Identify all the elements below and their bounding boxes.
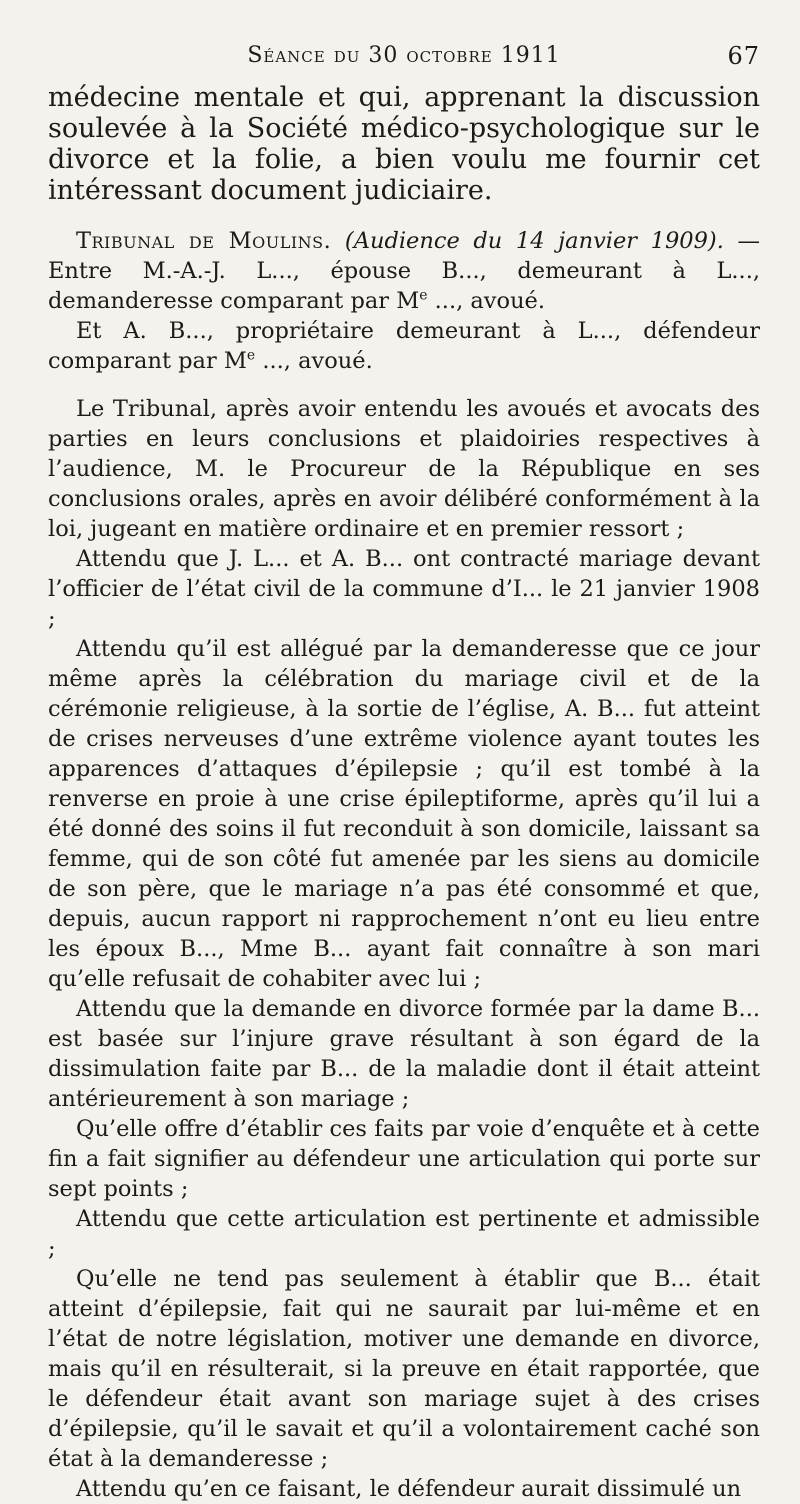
parties-plaintiff-end: ..., avoué. xyxy=(427,288,546,314)
running-title: Séance du 30 octobre 1911 xyxy=(247,43,561,68)
paragraph: Attendu que cette articulation est pertinente et admissible ; xyxy=(48,1206,760,1262)
page-number: 67 xyxy=(727,42,760,70)
paragraph: Attendu qu’il est allégué par la demanderesse que ce jour même après la célébration du mariage civil et de la cérémonie religieuse, à la sortie de l’église, A. B... fut atteint de crises nerveuses d’une extrême violence ayant toutes les apparences d’attaques d’épilepsie ; qu’il est tombé à la renverse en proie à une crise épileptiforme, après qu’il lui a été donné des soins il fut reconduit à son domicile, laissant sa femme, qui de son côté fut amenée par les siens au domicile de son père, que le mariage n’a pas été consommé et que, depuis, aucun rapport ni rapprochement n’ont eu lieu entre les époux B..., Mme B... ayant fait connaître à son mari qu’elle refusait de cohabiter avec lui ; xyxy=(48,636,760,992)
running-header xyxy=(48,36,760,76)
case-heading-line xyxy=(48,226,760,316)
audience-date: (Audience du 14 janvier 1909). xyxy=(344,228,724,254)
defendant-sup: e xyxy=(246,347,256,364)
parties-defendant-line xyxy=(48,316,760,376)
paragraph: Qu’elle offre d’établir ces faits par voie d’enquête et à cette fin a fait signifier au défendeur une articulation qui porte sur sept points ; xyxy=(48,1116,760,1202)
paragraph: Qu’elle ne tend pas seulement à établir que B... était atteint d’épilepsie, fait qui ne saurait par lui-même et en l’état de notre législation, motiver une demande en divorce, mais qu’il en résulterait, si la preuve en était rapportée, que le défendeur était avant son mariage sujet à des crises d’épilepsie, qu’il le savait et qu’il a volontairement caché son état à la demanderesse ; xyxy=(48,1266,760,1472)
heading-dash: — xyxy=(723,228,761,254)
tribunal-name: Tribunal de Moulins. xyxy=(76,228,332,254)
paragraph: Le Tribunal, après avoir entendu les avoués et avocats des parties en leurs conclusions et plaidoiries respectives à l’audience, M. le Procureur de la République en ses conclusions orales, après en avoir délibéré conformément à la loi, jugeant en matière ordinaire et en premier ressort ; xyxy=(48,396,760,542)
paragraph: Attendu que la demande en divorce formée par la dame B... est basée sur l’injure grave résultant à son égard de la dissimulation faite par B... de la maladie dont il était atteint antérieurement à son mariage ; xyxy=(48,996,760,1112)
parties-defendant-end: ..., avoué. xyxy=(255,348,373,374)
plaintiff-sup: e xyxy=(419,287,428,304)
paragraph: Attendu qu’en ce faisant, le défendeur aurait dissimulé un xyxy=(76,1476,742,1502)
parties-defendant: Et A. B..., propriétaire demeurant à L..., défendeur comparant par M xyxy=(48,318,760,374)
lead-paragraph: médecine mentale et qui, apprenant la discussion soulevée à la Société médico-psychologique sur le divorce et la folie, a bien voulu me fournir cet intéressant document judiciaire. xyxy=(48,82,760,206)
parties-plaintiff: Entre M.-A.-J. L..., épouse B..., demeurant à L..., demanderesse comparant par M xyxy=(48,258,760,314)
body-text xyxy=(48,82,760,1504)
paragraph: Attendu que J. L... et A. B... ont contracté mariage devant l’officier de l’état civil de la commune d’I... le 21 janvier 1908 ; xyxy=(48,546,760,632)
case-heading xyxy=(48,226,760,376)
